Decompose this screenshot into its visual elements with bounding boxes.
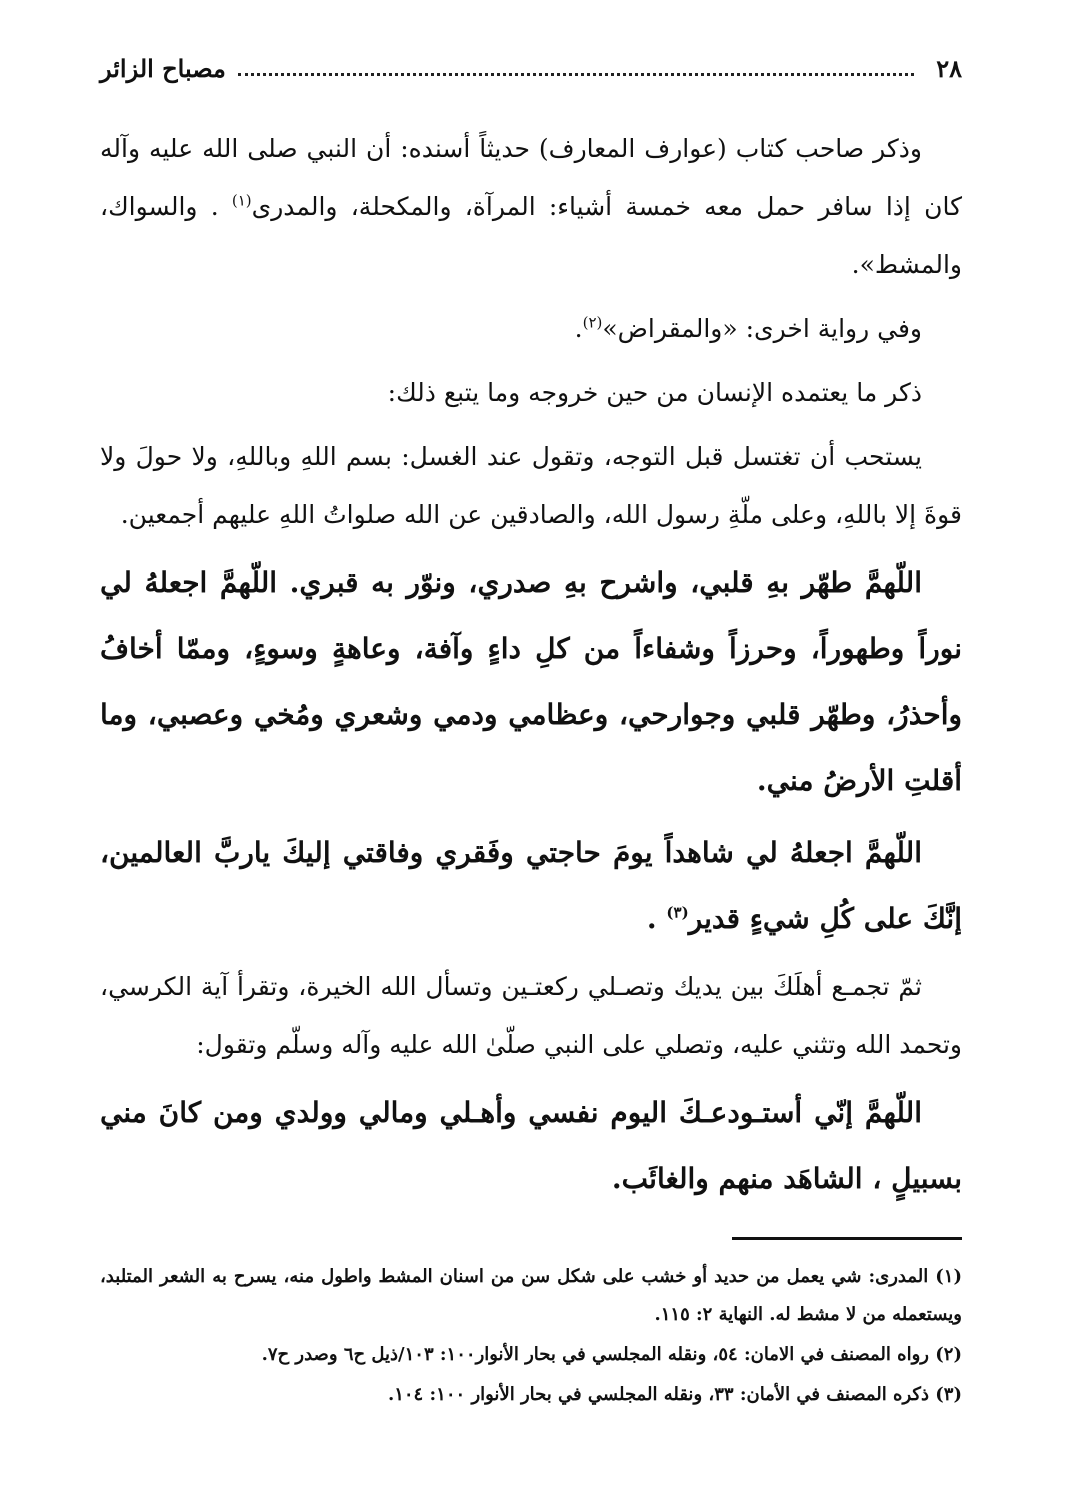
main-text xyxy=(100,120,962,1218)
supplication-2: اللّهمَّ اجعلهُ لي شاهداً يومَ حاجتي وفَقري وفاقتي إليكَ ياربَّ العالمين، إنَّكَ على كُلِ شيءٍ قدير$^{(٣)}$ . xyxy=(100,836,962,935)
footnote-3: (٣) ذكره المصنف في الأمان: ٣٣، ونقله المجلسي في بحار الأنوار ١٠٠: ١٠٤. xyxy=(387,1384,962,1405)
footnote-divider xyxy=(732,1237,962,1240)
footnotes xyxy=(100,1258,962,1416)
section-heading: ذكر ما يعتمده الإنسان من حين خروجه وما يتبع ذلك: xyxy=(387,378,922,407)
paragraph-2: وفي رواية اخرى: «والمقراض»$^{(٢)}$. xyxy=(574,313,922,343)
book-title: مصباح الزائر xyxy=(100,53,226,83)
footnote-1: (١) المدرى: شي يعمل من حديد أو خشب على شكل سن من اسنان المشط واطول منه، يسرح به الشعر المتلبد، ويستعمله من لا مشط له. النهاية ٢: ١١٥. xyxy=(100,1266,962,1325)
paragraph-3: يستحب أن تغتسل قبل التوجه، وتقول عند الغسل: بسم اللهِ وباللهِ، ولا حولَ ولا قوةَ إلا باللهِ، وعلى ملّةِ رسول الله، والصادقين عن الله صلواتُ اللهِ عليهم أجمعين. xyxy=(100,442,962,529)
book-page xyxy=(100,30,962,1470)
running-header xyxy=(100,48,962,88)
paragraph-4: ثمّ تجمـع أهلَكَ بين يديك وتصـلي ركعتـين وتسأل الله الخيرة، وتقرأ آية الكرسي، وتحمد الله وتثني عليه، وتصلي على النبي صلّىٰ الله عليه وآله وسلّم وتقول: xyxy=(100,972,962,1059)
footnote-mark-3: (٣) xyxy=(666,903,689,922)
footnote-2: (٢) رواه المصنف في الامان: ٥٤، ونقله المجلسي في بحار الأنوار١٠٠: ١٠٣/ذيل ح٦ وصدر ح٧. xyxy=(261,1344,962,1365)
paragraph-1: وذكر صاحب كتاب (عوارف المعارف) حديثاً أسنده: أن النبي صلى الله عليه وآله كان إذا سافر حمل معه خمسة أشياء: المرآة، والمكحلة، والمدرى$^{(١)}$ . والسواك، والمشط». xyxy=(100,134,962,279)
supplication-1: اللّهمَّ طهّر بهِ قلبي، واشرح بهِ صدري، ونوّر به قبري. اللّهمَّ اجعلهُ لي نوراً وطهوراً، وحرزاً وشفاءاً من كلِ داءٍ وآفة، وعاهةٍ وسوءٍ، وممّا أخافُ وأحذرُ، وطهّر قلبي وجوارحي، وعظامي ودمي وشعري ومُخي وعصبي، وما أقلتِ الأرضُ مني. xyxy=(100,566,962,797)
leader-dots xyxy=(238,73,914,76)
footnote-mark-1: (١) xyxy=(231,191,252,210)
footnote-mark-2: (٢) xyxy=(582,313,603,332)
supplication-3: اللّهمَّ إنّي أستـودعـكَ اليوم نفسي وأهـلي ومالي وولدي ومن كانَ مني بسبيلٍ ، الشاهَد منهم والغائَب. xyxy=(100,1096,962,1195)
page-number: ٢٨ xyxy=(936,53,962,83)
